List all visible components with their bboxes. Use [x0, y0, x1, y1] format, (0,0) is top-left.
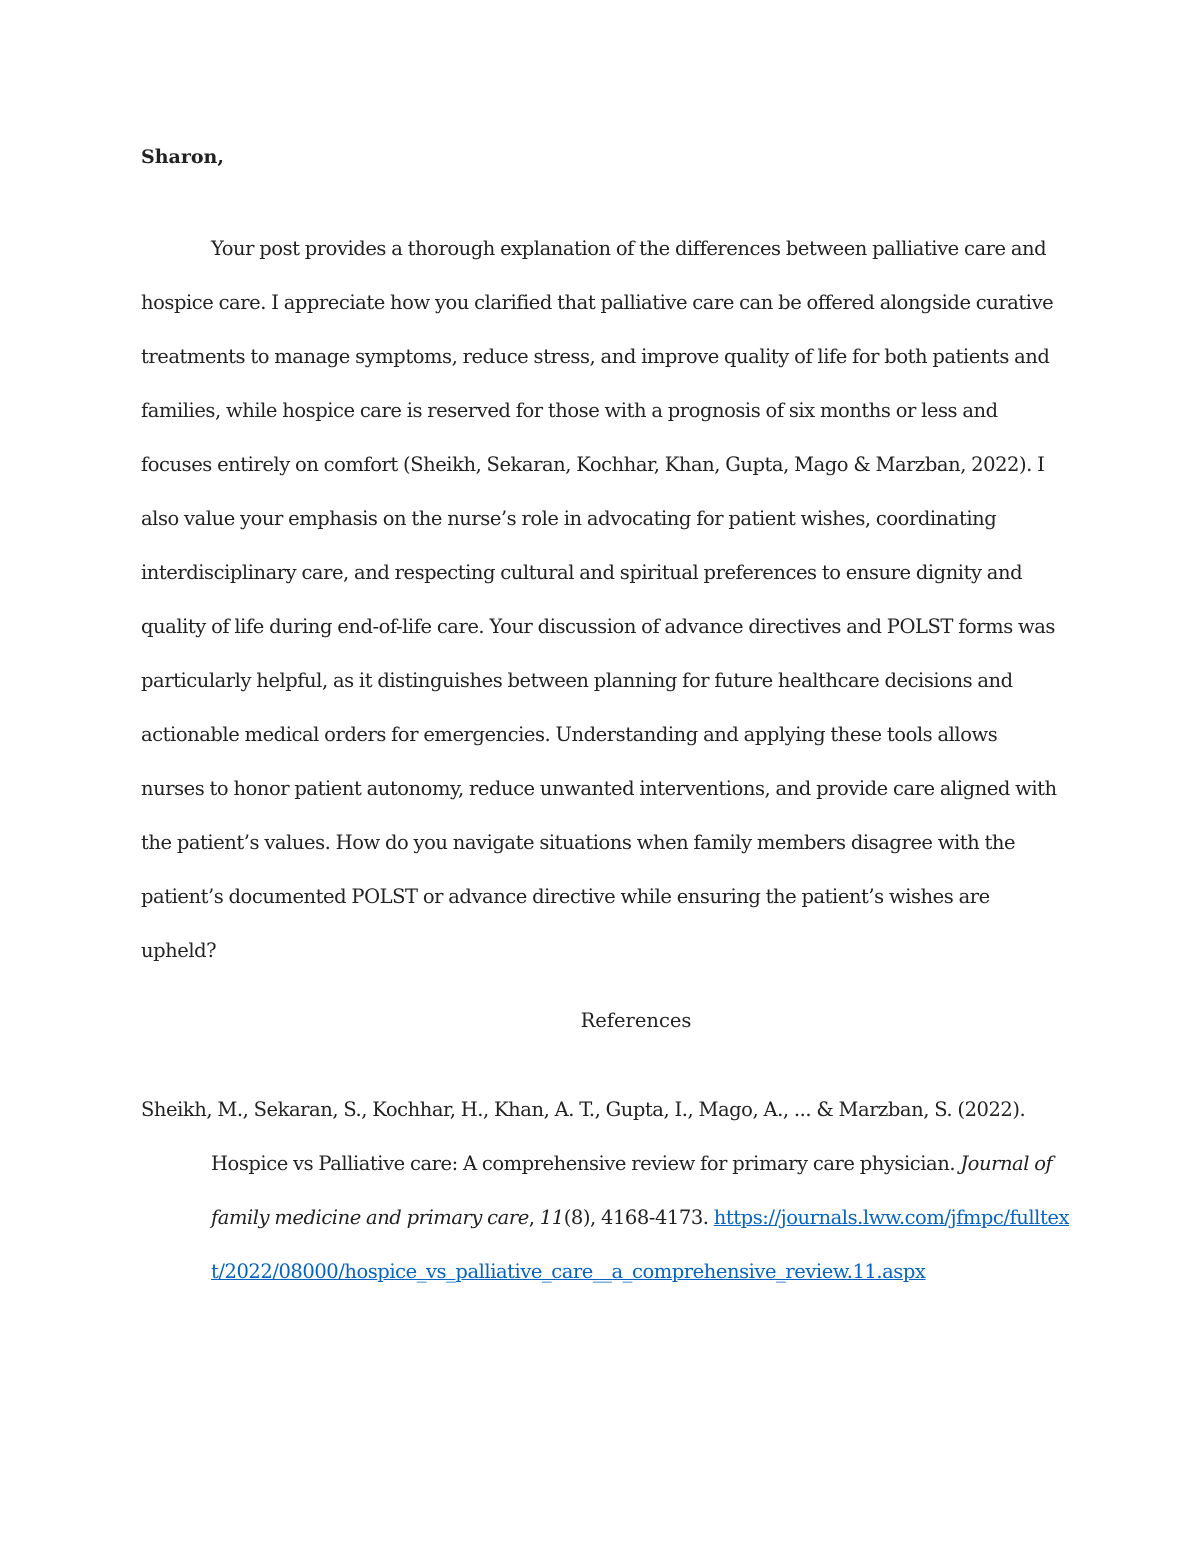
- reference-authors-year: Sheikh, M., Sekaran, S., Kochhar, H., Khan, A. T., Gupta, I., Mago, A., ... & Marzban, S. (2022).: [141, 1098, 1026, 1121]
- reference-volume: 11: [539, 1206, 564, 1229]
- reference-entry: Sheikh, M., Sekaran, S., Kochhar, H., Khan, A. T., Gupta, I., Mago, A., ... & Marzban, S. (2022). Hospice vs Palliative care: A comprehensive review for primary care physician. Journal of family medicine and primary care, 11(8), 4168-4173. https://journals.lww.com/jfmpc/fulltext/2022/08000/hospice_vs_palliative_care__a_comprehensive_review.11.aspx: [141, 1098, 1069, 1283]
- salutation: Sharon,: [141, 146, 224, 168]
- references-heading: References: [580, 1009, 692, 1032]
- reference-journal: Journal of family medicine and primary care: [211, 1152, 1053, 1229]
- reference-pages: , 4168-4173.: [590, 1206, 709, 1229]
- reference-title: Hospice vs Palliative care: A comprehensive review for primary care physician.: [211, 1152, 956, 1175]
- reference-url-link[interactable]: https://journals.lww.com/jfmpc/fulltext/2022/08000/hospice_vs_palliative_care__a_comprehensive_review.11.aspx: [211, 1206, 1069, 1283]
- reference-issue: (8): [563, 1206, 590, 1229]
- discussion-reply-paragraph: Your post provides a thorough explanation of the differences between palliative care and hospice care. I appreciate how you clarified that palliative care can be offered alongside curative treatments to manage symptoms, reduce stress, and improve quality of life for both patients and families, while hospice care is reserved for those with a prognosis of six months or less and focuses entirely on comfort (Sheikh, Sekaran, Kochhar, Khan, Gupta, Mago & Marzban, 2022). I also value your emphasis on the nurse’s role in advocating for patient wishes, coordinating interdisciplinary care, and respecting cultural and spiritual preferences to ensure dignity and quality of life during end-of-life care. Your discussion of advance directives and POLST forms was particularly helpful, as it distinguishes between planning for future healthcare decisions and actionable medical orders for emergencies. Understanding and applying these tools allows nurses to honor patient autonomy, reduce unwanted interventions, and provide care aligned with the patient’s values. How do you navigate situations when family members disagree with the patient’s documented POLST or advance directive while ensuring the patient’s wishes are upheld?: [141, 237, 1057, 962]
